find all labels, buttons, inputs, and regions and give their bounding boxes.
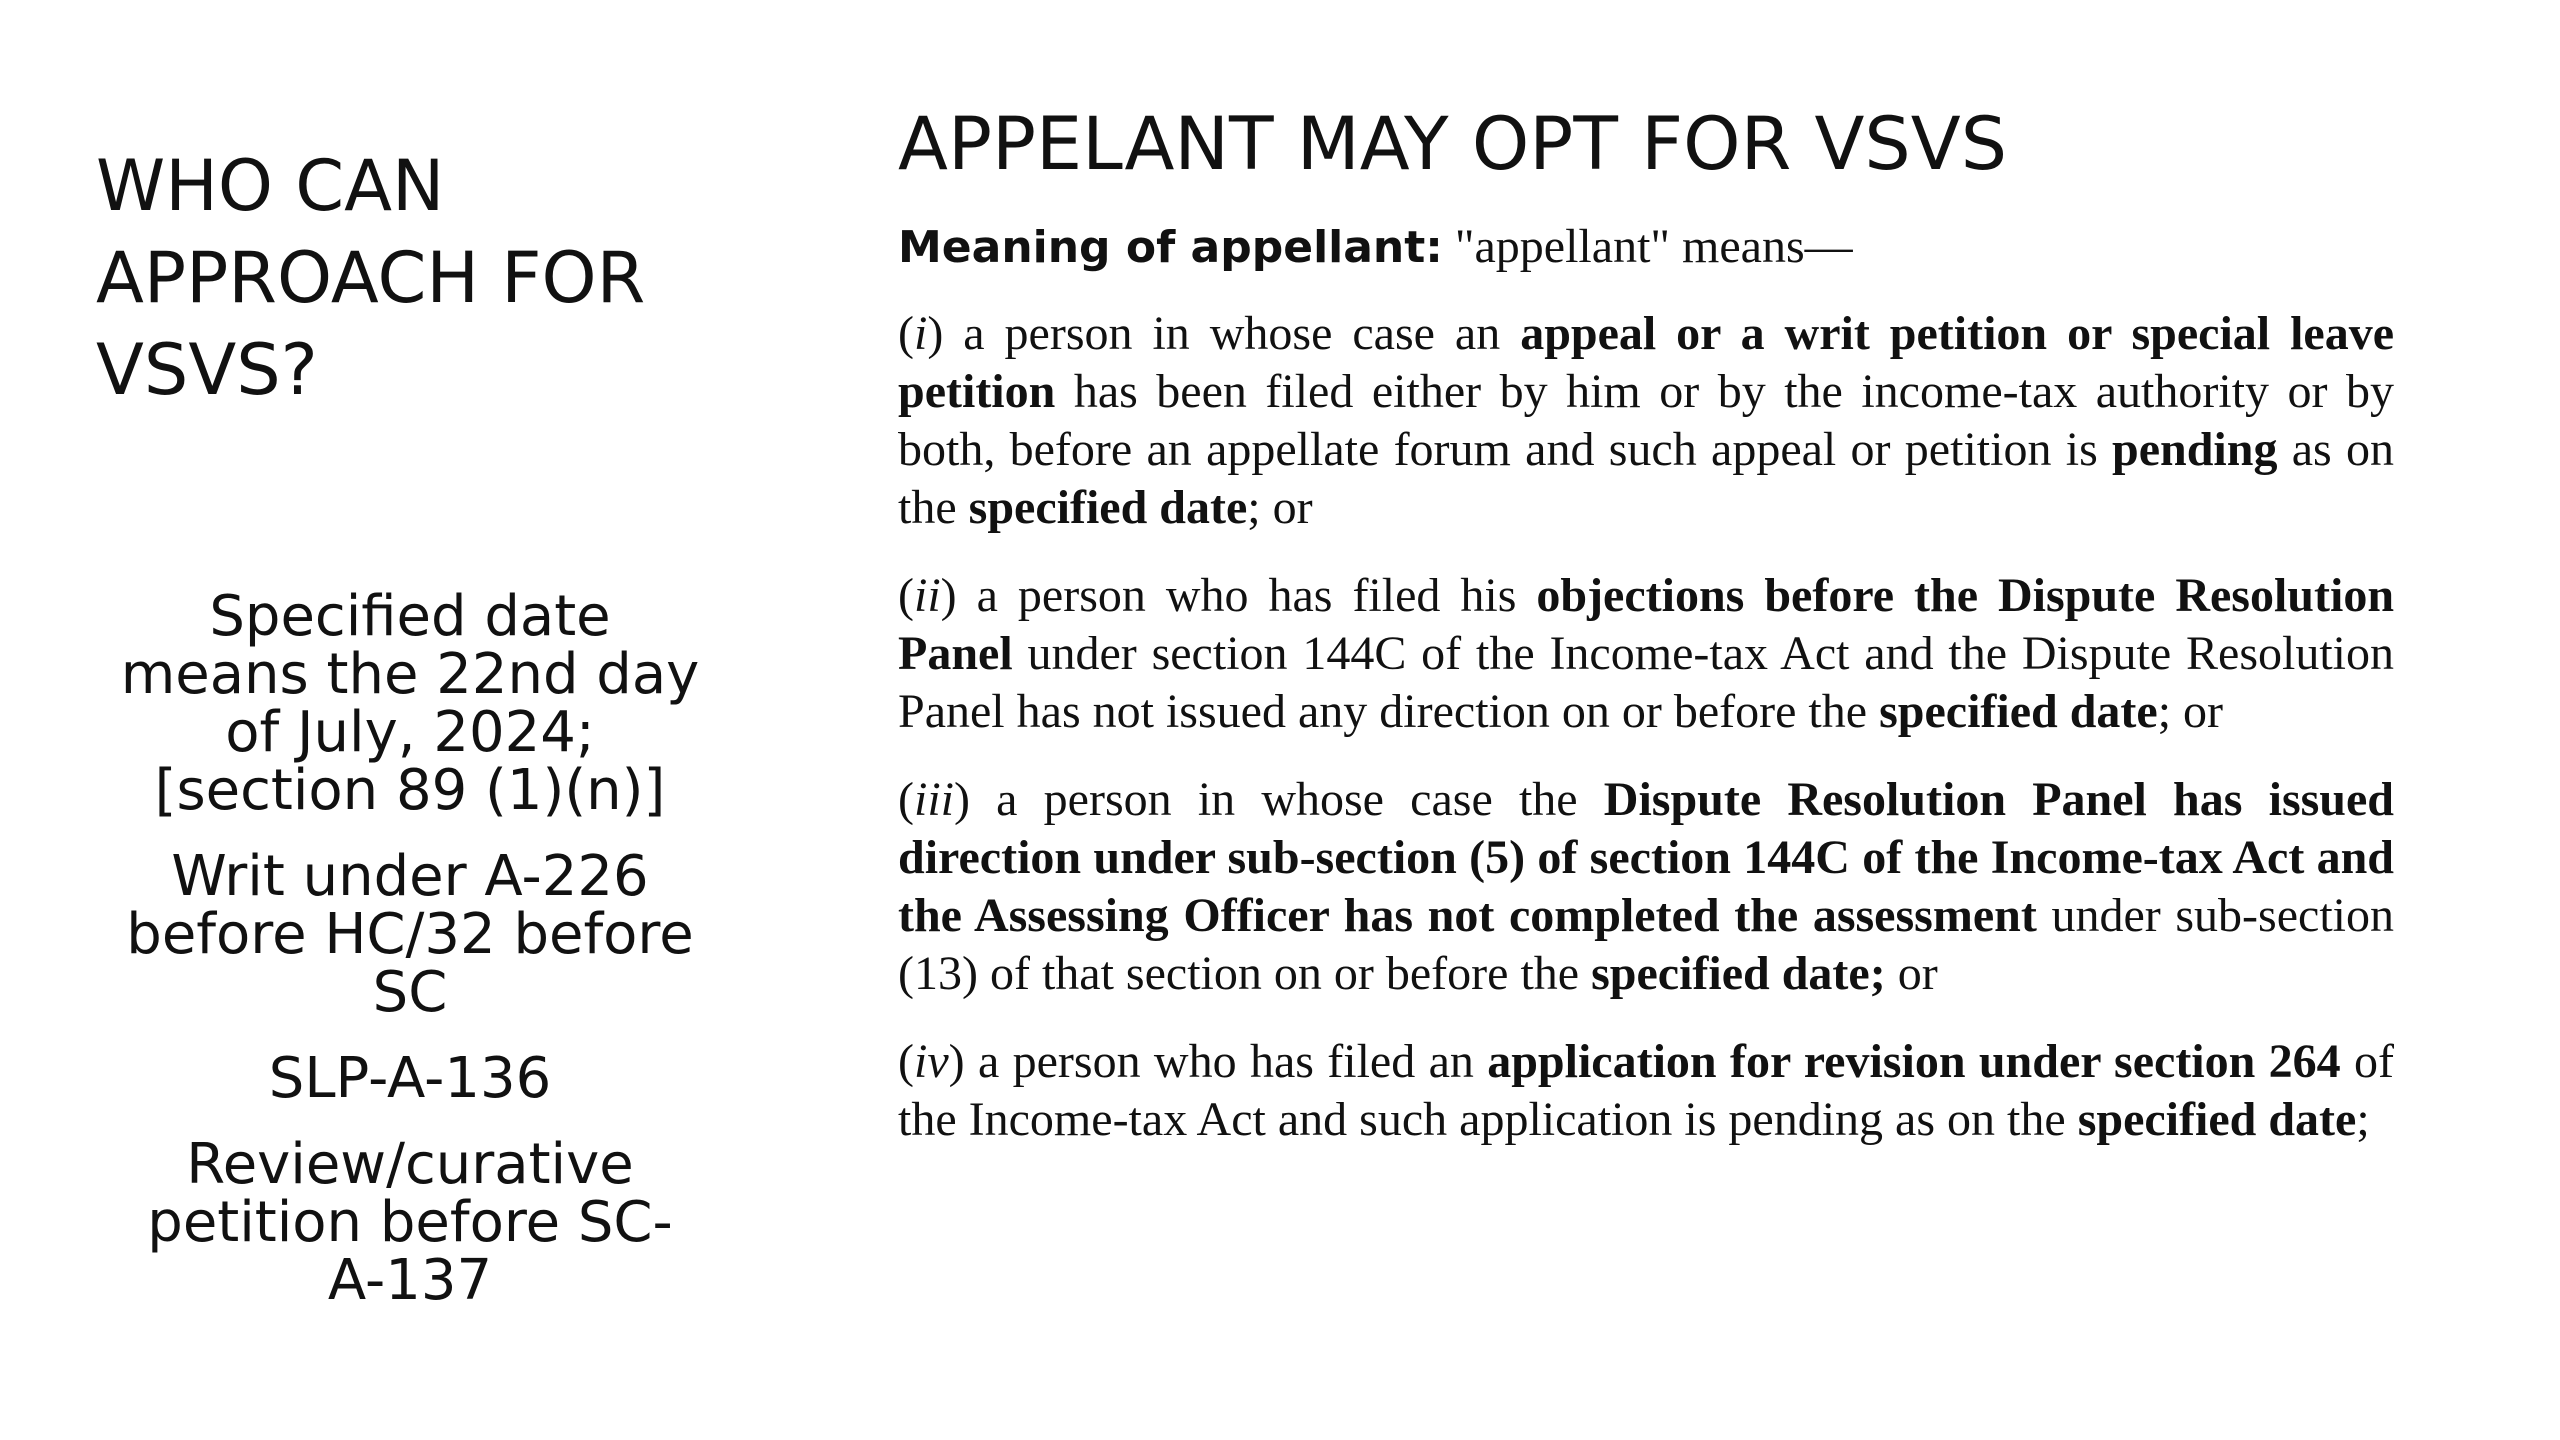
clause-number: ii (913, 569, 941, 622)
clause-text: has been filed either by him or by the income-tax authority or by both, before an appellate forum and such appeal or petition is (898, 365, 2394, 476)
meaning-label: Meaning of appellant: (898, 222, 1443, 273)
note-line: of July, 2024; (225, 700, 595, 765)
clause-i: (i) a person in whose case an appeal or a writ petition or special leave petition has been filed either by him or by the income-tax authority or by both, before an appellate forum and such appeal or petition is pending as on the specified date; or (898, 307, 2395, 534)
clause-text: ; (2356, 1093, 2370, 1146)
meaning-line (898, 218, 2394, 277)
clause-iii: (iii) a person in whose case the Dispute Resolution Panel has issued direction under sub-section (5) of section 144C of the Income-tax Act and the Assessing Officer has not completed the assessment under sub-section (13) of that section on or before the specified date; or (898, 773, 2394, 1000)
clause-number: i (913, 307, 928, 360)
right-heading: APPELANT MAY OPT FOR VSVS (898, 102, 2008, 187)
definition-body (898, 218, 2394, 1179)
clause-bold-text: appeal or a writ petition or special leave petition (898, 307, 2395, 418)
clause-text: ; or (1247, 481, 1313, 534)
note-line: [section 89 (1)(n)] (154, 758, 666, 823)
left-title (96, 140, 736, 416)
clause-text: as on the (898, 423, 2394, 534)
note-line: SC (372, 960, 448, 1025)
clause-bold-text: Dispute Resolution Panel has issued direction under sub-section (5) of section 144C of the Income-tax Act and the Assessing Officer has not completed the assessment (898, 773, 2394, 942)
clause-text: a person in whose case the (996, 773, 1604, 826)
clause-number: iii (913, 773, 954, 826)
clause-bold-text: specified date (1879, 685, 2158, 738)
note-line: A-137 (327, 1248, 493, 1313)
left-title-line: WHO CAN (96, 145, 445, 227)
clause-bold-text: objections before the Dispute Resolution Panel (898, 569, 2395, 680)
note-line: Review/curative (186, 1132, 634, 1197)
clause-text: under section 144C of the Income-tax Act and the Dispute Resolution Panel has not issued any direction on or before the (898, 627, 2394, 738)
note-line: petition before SC- (147, 1190, 673, 1255)
clause-text: ; or (2157, 685, 2224, 738)
clause-bold-text: pending (2112, 423, 2278, 476)
note-line: Specified date (209, 584, 611, 649)
clause-number: iv (913, 1035, 949, 1088)
clause-bold-text: specified date (968, 481, 1248, 534)
note-line: SLP-A-136 (268, 1046, 552, 1111)
clause-text: under sub-section (13) of that section on or before the (898, 889, 2394, 1000)
clause-text: a person in whose case an (963, 307, 1521, 360)
meaning-text: "appellant" means— (1442, 220, 1853, 273)
clause-bold-text: specified date (2077, 1093, 2357, 1146)
note-line: means the 22nd day (120, 642, 700, 707)
clause-text: of the Income-tax Act and such application is pending as on the (898, 1035, 2395, 1146)
note-line: Writ under A-226 (171, 844, 649, 909)
clause-iv: (iv) a person who has filed an application for revision under section 264 of the Income-tax Act and such application is pending as on the specified date; (898, 1035, 2395, 1146)
note-specified-date (80, 584, 740, 823)
clause-ii: (ii) a person who has filed his objections before the Dispute Resolution Panel under section 144C of the Income-tax Act and the Dispute Resolution Panel has not issued any direction on or before the specified date; or (898, 569, 2395, 738)
clause-text: a person who has filed his (976, 569, 1537, 622)
note-line: before HC/32 before (126, 902, 694, 967)
note-review (80, 1132, 740, 1313)
clause-text: a person who has filed an (977, 1035, 1488, 1088)
left-title-line: VSVS? (96, 329, 318, 411)
note-writ (80, 844, 740, 1025)
clause-text: or (1885, 947, 1938, 1000)
clause-list (898, 305, 2394, 1149)
clause-bold-text: specified date; (1591, 947, 1886, 1000)
left-notes (80, 584, 740, 1338)
left-title-line: APPROACH FOR (96, 237, 646, 319)
clause-bold-text: application for revision under section 264 (1487, 1035, 2341, 1088)
note-slp (80, 1046, 740, 1111)
